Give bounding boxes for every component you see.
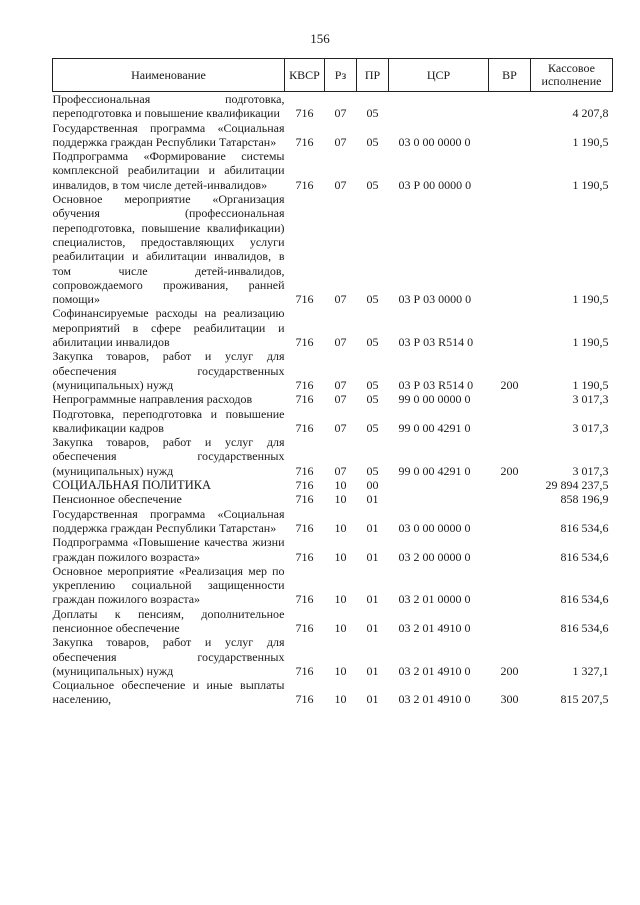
row-name: Основное мероприятие «Организация обучения (профессиональная переподготовка, повышение квалификации) специалистов, предоставляющих услуги реабилитации и абилитации инвалидов, в том числе детей-инвалидов, сопровождаемого проживания, ранней помощи» [52,192,285,307]
row-pr: 01 [366,520,379,535]
header-name: Наименование [53,59,285,92]
row-pr: 01 [366,620,379,635]
row-csr: 03 Р 03 0000 0 [398,292,472,307]
row-name: Софинансируемые расходы на реализацию мероприятий в сфере реабилитации и абилитации инвалидов [52,306,285,350]
row-vr [489,306,531,349]
row-csr: 03 Р 03 R514 0 [398,335,474,350]
row-pr: 05 [366,335,379,350]
row-sum: 3 017,3 [572,420,609,435]
row-kvsr: 716 [295,520,314,535]
row-csr: 03 2 01 4910 0 [398,663,471,678]
row-vr [489,492,531,506]
table-row [53,121,613,150]
row-rz: 10 [334,549,347,564]
row-rz: 10 [334,520,347,535]
row-vr: 300 [500,692,519,707]
row-kvsr: 716 [295,134,314,149]
table-header [53,59,613,92]
row-kvsr: 716 [295,292,314,307]
row-csr: 03 0 00 0000 0 [398,520,471,535]
row-name: Пенсионное обеспечение [52,492,182,507]
table-row [53,306,613,349]
row-name: Закупка товаров, работ и услуг для обеспечения государственных (муниципальных) нужд [52,435,285,478]
row-kvsr: 716 [295,377,314,392]
header-sum: Кассовое исполнение [531,59,613,92]
row-name: Подпрограмма «Формирование системы комплексной реабилитации и абилитации инвалидов, в том числе детей-инвалидов» [52,149,285,192]
header-rz: Рз [325,59,357,92]
row-rz: 10 [334,492,347,507]
row-pr: 01 [366,592,379,607]
table-row [53,492,613,506]
page-number: 156 [310,31,330,46]
row-vr [489,478,531,492]
row-vr [489,507,531,536]
row-rz: 07 [334,392,347,407]
row-vr [489,564,531,607]
header-kvsr: КВСР [285,59,325,92]
row-vr [489,192,531,306]
row-csr: 03 2 01 4910 0 [398,620,471,635]
row-kvsr: 716 [295,592,314,607]
row-rz: 10 [334,620,347,635]
table-row [53,149,613,192]
row-pr: 05 [366,106,379,121]
row-pr: 01 [366,692,379,707]
row-csr: 03 2 00 0000 0 [398,549,471,564]
row-sum: 816 534,6 [560,592,609,607]
row-sum: 1 190,5 [572,134,609,149]
row-vr [489,392,531,406]
table-row [53,607,613,636]
row-rz: 07 [334,335,347,350]
row-sum: 1 190,5 [572,377,609,392]
row-csr: 03 Р 03 R514 0 [398,377,474,392]
row-kvsr: 716 [295,392,314,407]
row-kvsr: 716 [295,478,314,493]
table-row [53,535,613,564]
row-name: Доплаты к пенсиям, дополнительное пенсионное обеспечение [52,606,285,635]
table-row [53,678,613,707]
row-vr: 200 [500,663,519,678]
row-rz: 07 [334,177,347,192]
row-sum: 816 534,6 [560,520,609,535]
row-name: Закупка товаров, работ и услуг для обеспечения государственных (муниципальных) нужд [52,349,285,392]
row-csr [389,478,489,492]
row-name: СОЦИАЛЬНАЯ ПОЛИТИКА [52,478,212,493]
row-pr: 05 [366,392,379,407]
row-vr [489,92,531,121]
row-kvsr: 716 [295,335,314,350]
table-row [53,92,613,121]
row-rz: 07 [334,463,347,478]
row-pr: 01 [366,549,379,564]
row-csr: 03 0 00 0000 0 [398,134,471,149]
table-row [53,564,613,607]
row-sum: 816 534,6 [560,620,609,635]
row-kvsr: 716 [295,492,314,507]
header-vr: ВР [489,59,531,92]
row-pr: 05 [366,420,379,435]
row-vr [489,407,531,436]
row-csr: 03 Р 00 0000 0 [398,177,472,192]
table-row [53,407,613,436]
row-sum: 858 196,9 [560,492,609,507]
row-sum: 3 017,3 [572,463,609,478]
row-pr: 05 [366,463,379,478]
header-csr: ЦСР [389,59,489,92]
table-body [53,92,613,707]
table-row [53,349,613,392]
row-pr: 01 [366,492,379,507]
row-rz: 10 [334,478,347,493]
row-sum: 1 190,5 [572,335,609,350]
table-row [53,635,613,678]
table-row [53,478,613,492]
table-row [53,192,613,306]
row-pr: 05 [366,177,379,192]
budget-table [52,58,613,707]
row-pr: 05 [366,134,379,149]
row-rz: 07 [334,292,347,307]
row-rz: 10 [334,592,347,607]
row-name: Подпрограмма «Повышение качества жизни граждан пожилого возраста» [52,535,285,564]
row-vr [489,607,531,636]
row-kvsr: 716 [295,106,314,121]
row-rz: 07 [334,377,347,392]
row-sum: 3 017,3 [572,392,609,407]
row-sum: 816 534,6 [560,549,609,564]
row-sum: 29 894 237,5 [545,478,609,493]
row-rz: 10 [334,663,347,678]
table-row [53,392,613,406]
row-name: Государственная программа «Социальная поддержка граждан Республики Татарстан» [52,120,285,149]
row-name: Профессиональная подготовка, переподготовка и повышение квалификации [52,92,285,121]
row-vr [489,149,531,192]
row-name: Социальное обеспечение и иные выплаты населению, [52,678,285,707]
row-name: Основное мероприятие «Реализация мер по укреплению социальной защищенности граждан пожилого возраста» [52,563,285,607]
row-name: Государственная программа «Социальная поддержка граждан Республики Татарстан» [52,506,285,535]
header-pr: ПР [357,59,389,92]
row-csr: 99 0 00 0000 0 [398,392,471,407]
row-name: Подготовка, переподготовка и повышение квалификации кадров [52,406,285,435]
row-csr: 03 2 01 0000 0 [398,592,471,607]
row-rz: 07 [334,134,347,149]
row-name: Непрограммные направления расходов [52,392,253,407]
row-kvsr: 716 [295,177,314,192]
row-sum: 1 190,5 [572,292,609,307]
row-rz: 07 [334,420,347,435]
row-rz: 10 [334,692,347,707]
row-csr [389,92,489,121]
row-pr: 00 [366,478,379,493]
row-csr: 03 2 01 4910 0 [398,692,471,707]
row-sum: 815 207,5 [560,692,609,707]
row-kvsr: 716 [295,620,314,635]
row-vr: 200 [500,377,519,392]
row-sum: 1 190,5 [572,177,609,192]
row-csr [389,492,489,506]
row-kvsr: 716 [295,692,314,707]
row-vr [489,535,531,564]
row-vr: 200 [500,463,519,478]
row-name: Закупка товаров, работ и услуг для обеспечения государственных (муниципальных) нужд [52,635,285,678]
row-pr: 01 [366,663,379,678]
row-vr [489,121,531,150]
row-kvsr: 716 [295,420,314,435]
row-sum: 1 327,1 [572,663,609,678]
row-pr: 05 [366,292,379,307]
row-kvsr: 716 [295,549,314,564]
table-row [53,507,613,536]
row-kvsr: 716 [295,463,314,478]
row-pr: 05 [366,377,379,392]
row-csr: 99 0 00 4291 0 [398,463,471,478]
table-row [53,435,613,478]
row-csr: 99 0 00 4291 0 [398,420,471,435]
row-rz: 07 [334,106,347,121]
row-sum: 4 207,8 [572,106,609,121]
row-kvsr: 716 [295,663,314,678]
